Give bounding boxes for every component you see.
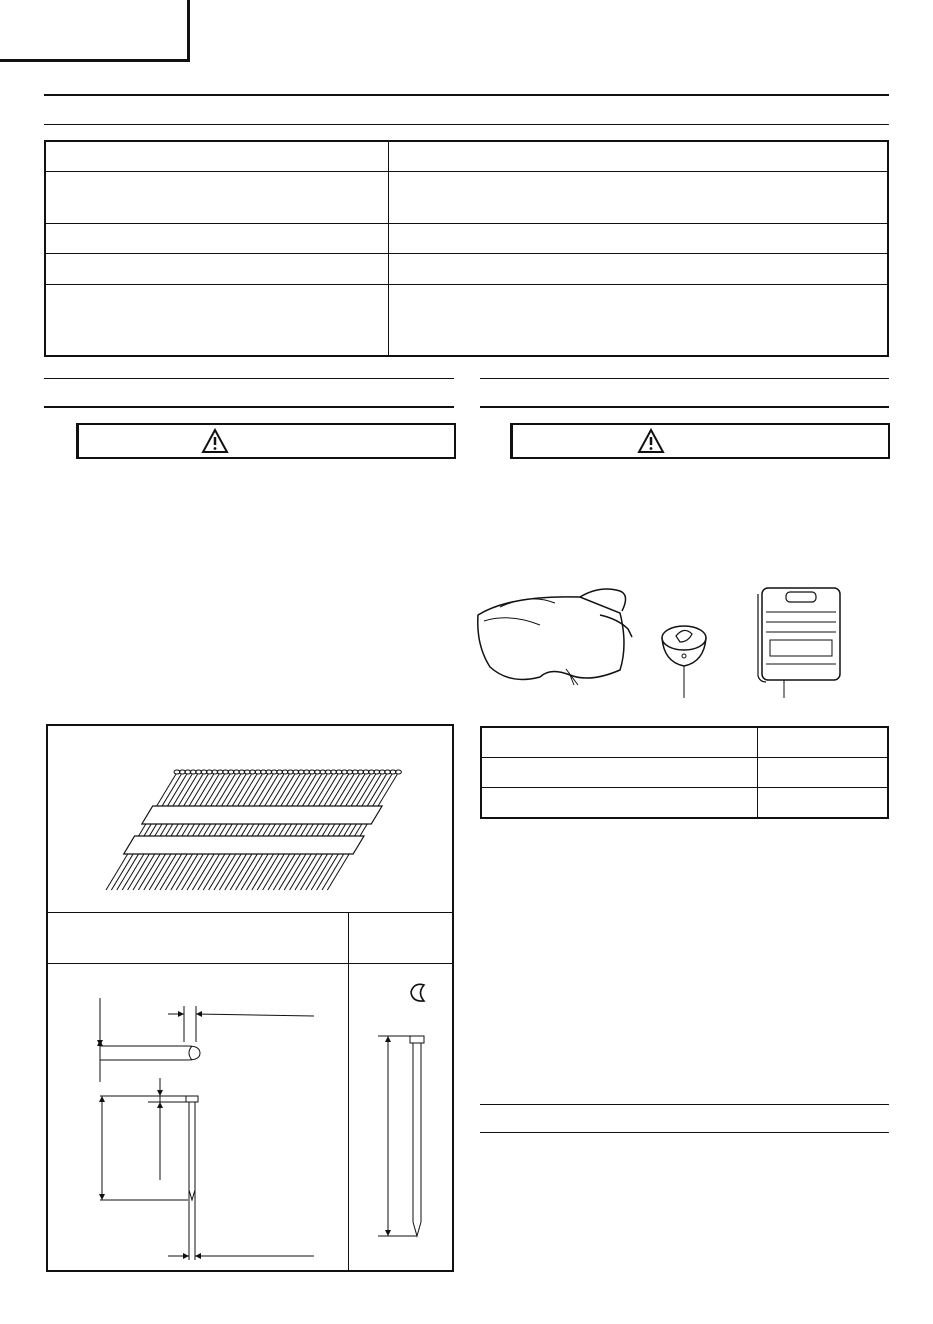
spec-row-3-value <box>389 224 887 253</box>
nail-dimension-drawing <box>88 976 328 1266</box>
left-section-rule-bottom <box>44 406 454 408</box>
clipped-head-icon <box>408 982 428 1004</box>
spec-row-1-value <box>389 142 887 171</box>
spec-row-5-value <box>389 285 887 355</box>
accessory-row-3-code <box>758 788 887 817</box>
right-section-rule-bottom <box>480 406 889 408</box>
accessory-row-2-code <box>758 758 887 787</box>
accessories-table <box>480 726 889 819</box>
right-caution-banner <box>510 423 890 459</box>
accessory-row-1-code <box>758 728 887 757</box>
specifications-table <box>44 140 889 357</box>
bottom-right-rule-bottom <box>480 1132 889 1133</box>
spec-row-1-label <box>46 142 388 171</box>
spec-row-3-label <box>46 224 388 253</box>
accessory-row-3-name <box>482 788 757 817</box>
spec-row-5-label <box>46 285 388 355</box>
page-tab <box>0 0 190 62</box>
top-rule-1 <box>44 94 889 96</box>
nail-header-left <box>48 913 348 963</box>
warning-triangle-icon <box>637 428 665 454</box>
carrying-case-icon <box>748 578 848 698</box>
long-nail-drawing <box>378 1026 458 1256</box>
safety-glasses-icon <box>470 585 640 695</box>
spec-row-2-value <box>389 172 887 223</box>
warning-triangle-icon <box>201 428 229 454</box>
nail-header-right <box>349 913 452 963</box>
bottom-right-rule-top <box>480 1104 889 1105</box>
exhaust-cover-icon <box>656 618 716 698</box>
accessory-row-2-name <box>482 758 757 787</box>
accessory-row-1-name <box>482 728 757 757</box>
left-caution-banner <box>76 423 456 459</box>
spec-row-2-label <box>46 172 388 223</box>
spec-row-4-value <box>389 254 887 284</box>
left-section-rule-top <box>44 378 454 379</box>
top-rule-2 <box>44 124 889 125</box>
right-section-rule-top <box>480 378 889 379</box>
spec-row-4-label <box>46 254 388 284</box>
collated-nail-strip-icon <box>106 766 406 906</box>
nail-spec-box <box>46 724 454 1272</box>
